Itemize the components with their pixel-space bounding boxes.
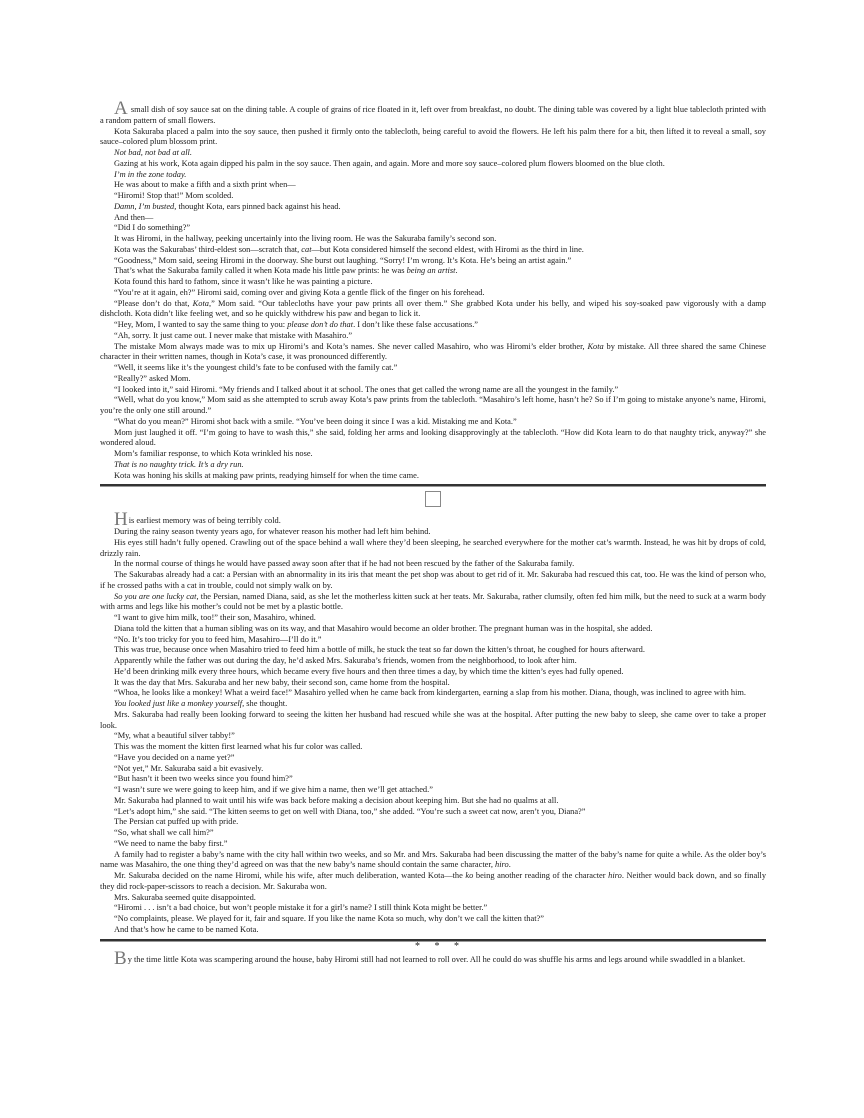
drop-cap: B xyxy=(114,948,127,970)
paragraph: “No. It’s too tricky for you to feed him, Masahiro—I’ll do it.” xyxy=(114,634,322,644)
paragraph: He’d been drinking milk every three hours, which became every five hours and then three times a day, by which time the kitten’s eyes had fully opened. xyxy=(114,666,624,676)
paragraph: “I wasn’t sure we were going to keep him, and if we give him a name, then we’ll get attached.” xyxy=(114,785,433,794)
paragraph: I’m in the zone today. xyxy=(114,169,187,179)
paragraph: Kota Sakuraba placed a palm into the soy sauce, then pushed it firmly onto the tablecloth, being careful to avoid the flowers. He left his palm there for a bit, then lifted it to reveal a small, soy sauce–colored plum blossom print. xyxy=(100,126,766,147)
paragraph: Mom just laughed it off. “I’m going to have to wash this,” she said, folding her arms and looking disapprovingly at the tablecloth. “How did Kota learn to do that naughty trick, anyway?” she wondered aloud. xyxy=(100,427,766,448)
paragraph: “What do you mean?” Hiromi shot back with a smile. “You’ve been doing it since I was a kid. Mistaking me and Kota.” xyxy=(114,416,517,426)
paragraph: “Hiromi . . . isn’t a bad choice, but won’t people mistake it for a girl’s name? I still think Kota might be better.” xyxy=(114,903,488,913)
scene-break: * * * xyxy=(415,940,465,952)
paragraph: “My, what a beautiful silver tabby!” xyxy=(114,731,235,741)
paragraph: In the normal course of things he would have passed away soon after that if he had not been rescued by the father of the Sakuraba family. xyxy=(114,559,575,569)
section-divider xyxy=(100,484,766,487)
paragraph: “Goodness,” Mom said, seeing Hiromi in the doorway. She burst out laughing. “Sorry! I’m wrong. It’s Kota. He’s being an artist again.” xyxy=(114,255,572,265)
paragraph: His earliest memory was of being terribly cold. xyxy=(114,509,281,531)
paragraph: A family had to register a baby’s name with the city hall within two weeks, and so Mr. and Mrs. Sakuraba had been discussing the matter of the baby’s name for quite a while. As the older boy’s name was Masahiro, the one thing they’d agreed on was that the new baby’s name should contain the same character, hiro. xyxy=(100,849,766,870)
paragraph: Gazing at his work, Kota again dipped his palm in the soy sauce. Then again, and again. More and more soy sauce–colored plum flowers bloomed on the blue cloth. xyxy=(114,158,665,168)
paragraph: Mr. Sakuraba had planned to wait until his wife was back before making a decision about keeping him. But she had no qualms at all. xyxy=(114,795,559,805)
paragraph: Mrs. Sakuraba had really been looking forward to seeing the kitten her husband had rescued while she was at the hospital. After putting the new baby to sleep, she came over to take a proper look. xyxy=(100,709,766,730)
paragraph: “Not yet,” Mr. Sakuraba said a bit evasively. xyxy=(114,763,264,773)
paragraph: “Well, what do you know,” Mom said as she attempted to scrub away Kota’s paw prints from the tablecloth. “Masahiro’s left home, hasn’t he? So if I’m going to mistake anyone’s name, Hiromi, you’re the only one still around.” xyxy=(100,395,766,415)
drop-cap: H xyxy=(114,509,128,531)
paragraph: “We need to name the baby first.” xyxy=(114,838,228,848)
paragraph: The Sakurabas already had a cat: a Persian with an abnormality in its iris that meant the pet shop was about to get rid of it. Mr. Sakuraba had rescued this cat, too. He was the kind of person who, if he crossed paths with a cat in trouble, could not simply walk on by. xyxy=(100,570,766,590)
paragraph: It was Hiromi, in the hallway, peeking uncertainly into the living room. He was the Sakuraba family’s second son. xyxy=(114,234,497,243)
paragraph: You looked just like a monkey yourself, she thought. xyxy=(114,699,288,708)
paragraph: “So, what shall we call him?” xyxy=(114,828,214,837)
paragraph: A small dish of soy sauce sat on the dining table. A couple of grains of rice floated in it, left over from breakfast, no doubt. The dining table was covered by a light blue tablecloth printed with a random pattern of small flowers. xyxy=(100,98,766,125)
paragraph: “Really?” asked Mom. xyxy=(114,373,191,383)
paragraph: The Persian cat puffed up with pride. xyxy=(114,817,239,827)
paragraph: “Ah, sorry. It just came out. I never make that mistake with Masahiro.” xyxy=(114,330,353,340)
paragraph: The mistake Mom always made was to mix up Hiromi’s and Kota’s names. She never called Masahiro, who was Hiromi’s elder brother, Kota by mistake. All three shared the same Chinese character in their written names, though in Kota’s case, it was pronounced differently. xyxy=(100,341,767,362)
drop-cap: A xyxy=(114,98,128,119)
paragraph: Diana told the kitten that a human sibling was on its way, and that Masahiro would become an older brother. The pregnant human was in the hospital, she added. xyxy=(114,623,653,633)
paragraph: And then— xyxy=(114,212,154,222)
paragraph: “I looked into it,” said Hiromi. “My friends and I talked about it at school. The ones that get called the wrong name are all the youngest in the family.” xyxy=(114,384,619,394)
paragraph: “No complaints, please. We played for it, fair and square. If you like the name Kota so much, why don’t we call the kitten that?” xyxy=(114,914,544,923)
paragraph: Kota found this hard to fathom, since it wasn’t like he was painting a picture. xyxy=(114,277,373,286)
paragraph: His eyes still hadn’t fully opened. Crawling out of the space behind a wall where they’d been sleeping, he searched everywhere for the mother cat’s warmth. Instead, he was hit by drops of cold, drizzly rain. xyxy=(100,537,766,558)
paragraph: During the rainy season twenty years ago, for whatever reason his mother had left him behind. xyxy=(114,527,431,536)
paragraph: This was true, because once when Masahiro tried to feed him a bottle of milk, he stuck the teat so far down the kitten’s throat, he coughed for hours afterward. xyxy=(114,645,645,655)
paragraph: Damn, I’m busted, thought Kota, ears pinned back against his head. xyxy=(114,201,341,211)
paragraph: “But hasn’t it been two weeks since you found him?” xyxy=(114,774,293,784)
paragraph: Apparently while the father was out during the day, he’d asked Mrs. Sakuraba’s friends, women from the neighborhood, to look after him. xyxy=(114,656,577,665)
paragraph: “Well, it seems like it’s the youngest child’s fate to be confused with the family cat.” xyxy=(114,363,398,372)
paragraph: Kota was the Sakurabas’ third-eldest son—scratch that, cat—but Kota considered himself the second eldest, with Hiromi as the third in line. xyxy=(114,244,584,254)
paragraph: By the time little Kota was scampering around the house, baby Hiromi still had not learned to roll over. All he could do was shuffle his arms and legs around while swaddled in a blanket. xyxy=(114,948,746,970)
paragraph: “Hey, Mom, I wanted to say the same thing to you: please don’t do that. I don’t like these false accusations.” xyxy=(114,320,479,329)
paragraph: He was about to make a fifth and a sixth print when— xyxy=(114,180,296,190)
paragraph: Mrs. Sakuraba seemed quite disappointed. xyxy=(114,892,256,902)
paragraph: “Did I do something?” xyxy=(114,223,191,233)
paragraph: That’s what the Sakuraba family called it when Kota made his little paw prints: he was being an artist. xyxy=(114,266,458,276)
paragraph: “You’re at it again, eh?” Hiromi said, coming over and giving Kota a gentle flick of the finger on his forehead. xyxy=(114,287,485,297)
paragraph: Mr. Sakuraba decided on the name Hiromi, while his wife, after much deliberation, wanted Kota—the ko being another reading of the character hiro. Neither would back down, and so finally they did rock-paper-scissors to reach a decision. Mr. Sakuraba won. xyxy=(100,871,767,891)
paragraph: Not bad, not bad at all. xyxy=(114,148,192,157)
paragraph: “I want to give him milk, too!” their son, Masahiro, whined. xyxy=(114,613,316,622)
ornament-placeholder-icon xyxy=(425,491,441,507)
paragraph: “Hiromi! Stop that!” Mom scolded. xyxy=(114,191,234,200)
paragraph: “Whoa, he looks like a monkey! What a weird face!” Masahiro yelled when he came back from kindergarten, earning a slap from his mother. Diana, though, was inclined to agree with him. xyxy=(114,688,747,698)
paragraph: So you are one lucky cat, the Persian, named Diana, said, as she let the motherless kitten suck at her teats. Mr. Sakuraba, rather clumsily, often fed him milk, but the need to suck at a warm body with arms and legs like his mother’s could not be met by a plastic bottle. xyxy=(100,591,766,612)
document-page xyxy=(100,98,767,970)
paragraph: This was the moment the kitten first learned what his fur color was called. xyxy=(114,742,363,751)
paragraph: Mom’s familiar response, to which Kota wrinkled his nose. xyxy=(114,449,313,458)
paragraph: And that’s how he came to be named Kota. xyxy=(114,924,259,934)
paragraph: Kota was honing his skills at making paw prints, readying himself for when the time came. xyxy=(114,470,419,480)
paragraph: “Have you decided on a name yet?” xyxy=(114,752,235,762)
paragraph: It was the day that Mrs. Sakuraba and her new baby, their second son, came home from the hospital. xyxy=(114,677,450,687)
paragraph: “Let’s adopt him,” she said. “The kitten seems to get on well with Diana, too,” she added. “You’re such a sweet cat now, aren’t you, Diana?” xyxy=(114,806,586,816)
paragraph: “Please don’t do that, Kota,” Mom said. “Our tablecloths have your paw prints all over them.” She grabbed Kota under his belly, and wiped his soy-soaked paw vigorously with a damp dishcloth. Kota didn’t like feeling wet, and so he quickly withdrew his paw and began to lick it. xyxy=(100,298,766,319)
paragraph: That is no naughty trick. It’s a dry run. xyxy=(114,459,244,469)
